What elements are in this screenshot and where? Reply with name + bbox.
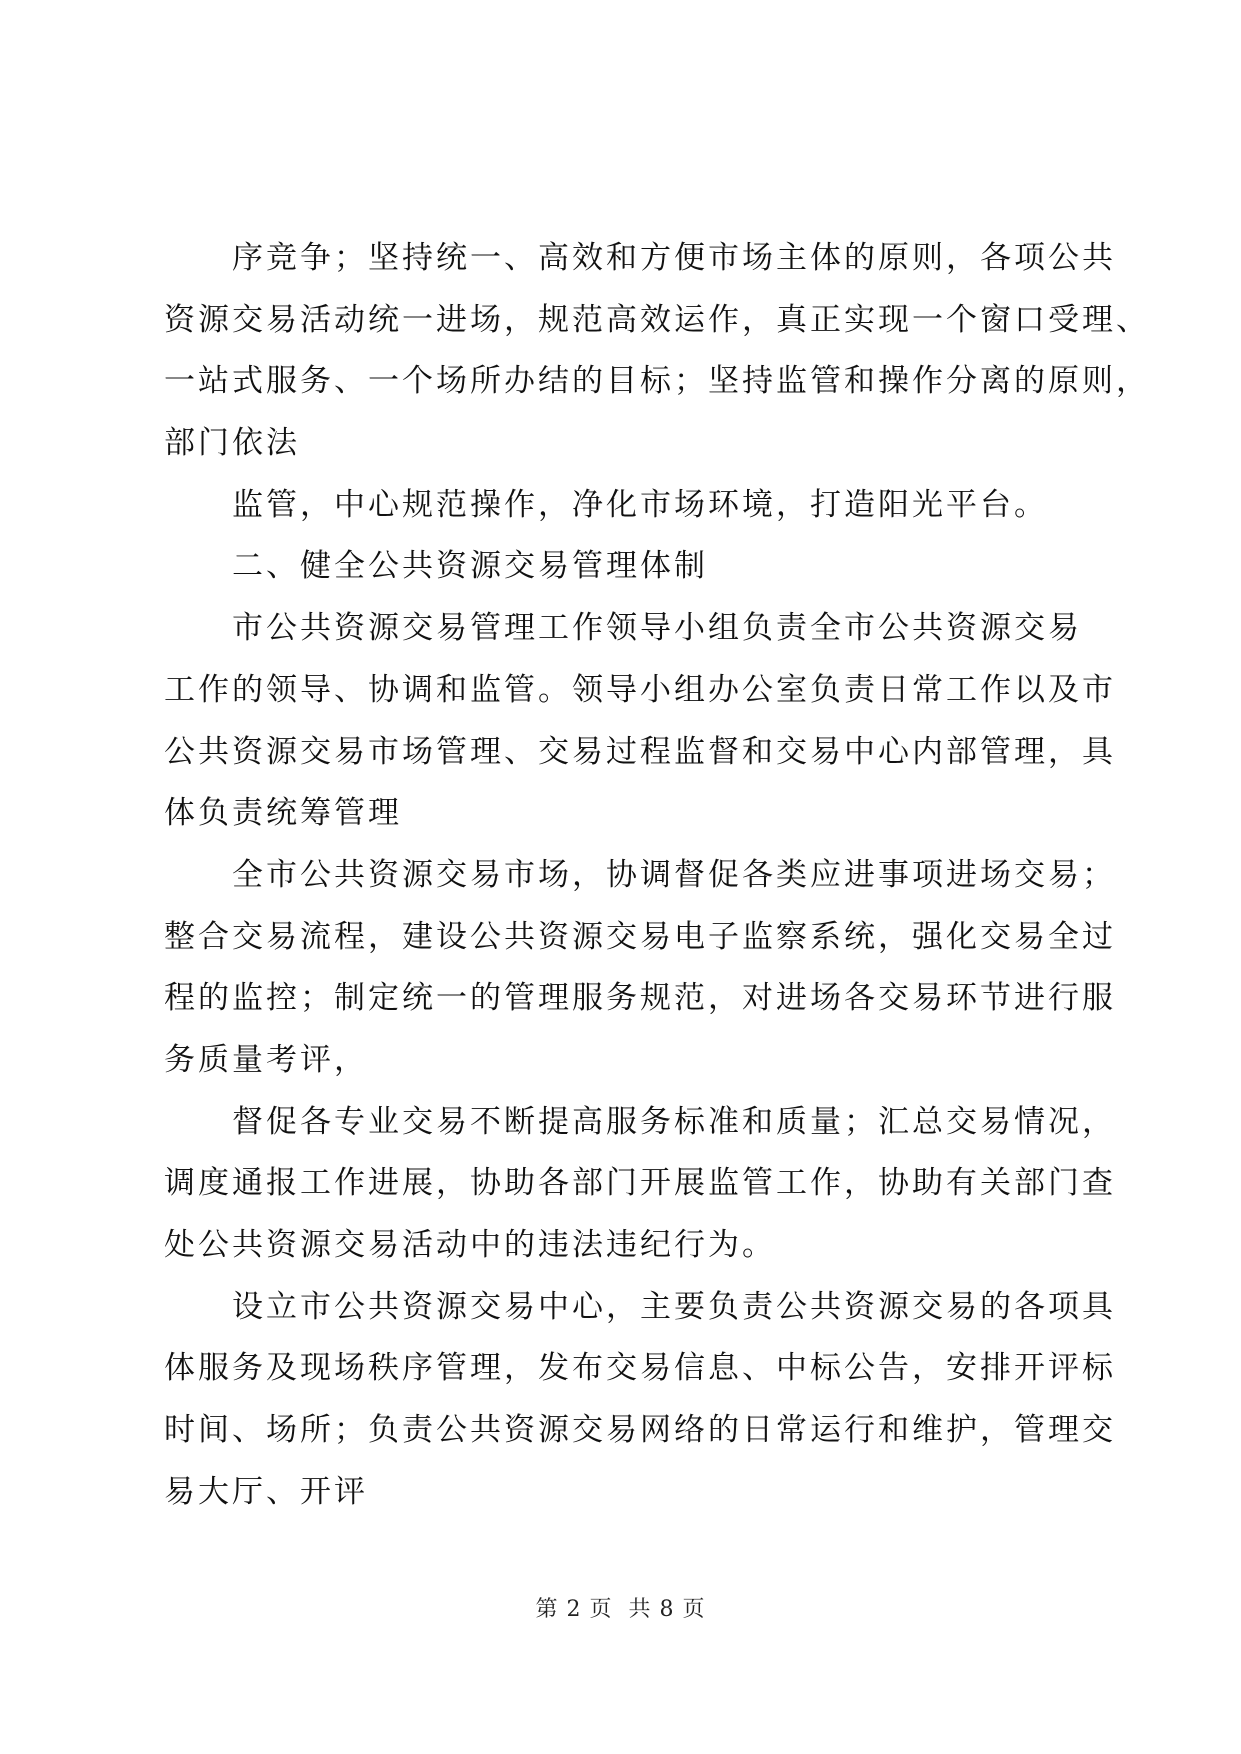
text-line: 监管，中心规范操作，净化市场环境，打造阳光平台。 bbox=[232, 486, 1048, 523]
text-line: 整合交易流程，建设公共资源交易电子监察系统，强化交易全过 bbox=[164, 918, 1116, 955]
text-line: 公共资源交易市场管理、交易过程监督和交易中心内部管理，具 bbox=[164, 733, 1116, 770]
document-body bbox=[164, 228, 1150, 1523]
page-footer bbox=[0, 1592, 1241, 1623]
text-line: 工作的领导、协调和监管。领导小组办公室负责日常工作以及市 bbox=[164, 671, 1116, 708]
text-line: 时间、场所；负责公共资源交易网络的日常运行和维护，管理交 bbox=[164, 1412, 1116, 1449]
text-line: 序竞争；坚持统一、高效和方便市场主体的原则，各项公共 bbox=[232, 240, 1116, 276]
text-line: 市公共资源交易管理工作领导小组负责全市公共资源交易 bbox=[232, 610, 1082, 647]
text-line: 程的监控；制定统一的管理服务规范，对进场各交易环节进行服 bbox=[164, 980, 1116, 1017]
text-line: 督促各专业交易不断提高服务标准和质量；汇总交易情况， bbox=[232, 1103, 1116, 1140]
text-line: 易大厅、开评 bbox=[164, 1473, 368, 1510]
text-line: 资源交易活动统一进场，规范高效运作，真正实现一个窗口受理、 bbox=[164, 301, 1150, 338]
text-line: 一站式服务、一个场所办结的目标；坚持监管和操作分离的原则， bbox=[164, 363, 1150, 400]
text-line: 务质量考评， bbox=[164, 1041, 368, 1078]
page-number-label: 第 2 页 共 8 页 bbox=[535, 1597, 706, 1622]
text-line: 全市公共资源交易市场，协调督促各类应进事项进场交易； bbox=[232, 856, 1116, 893]
text-line: 处公共资源交易活动中的违法违纪行为。 bbox=[164, 1227, 776, 1263]
section-heading: 二、健全公共资源交易管理体制 bbox=[232, 548, 708, 585]
text-line: 体服务及现场秩序管理，发布交易信息、中标公告，安排开评标 bbox=[164, 1350, 1116, 1387]
text-line: 部门依法 bbox=[164, 425, 300, 462]
text-line: 设立市公共资源交易中心，主要负责公共资源交易的各项具 bbox=[232, 1288, 1116, 1325]
text-line: 体负责统筹管理 bbox=[164, 795, 402, 832]
text-line: 调度通报工作进展，协助各部门开展监管工作，协助有关部门查 bbox=[164, 1165, 1116, 1202]
